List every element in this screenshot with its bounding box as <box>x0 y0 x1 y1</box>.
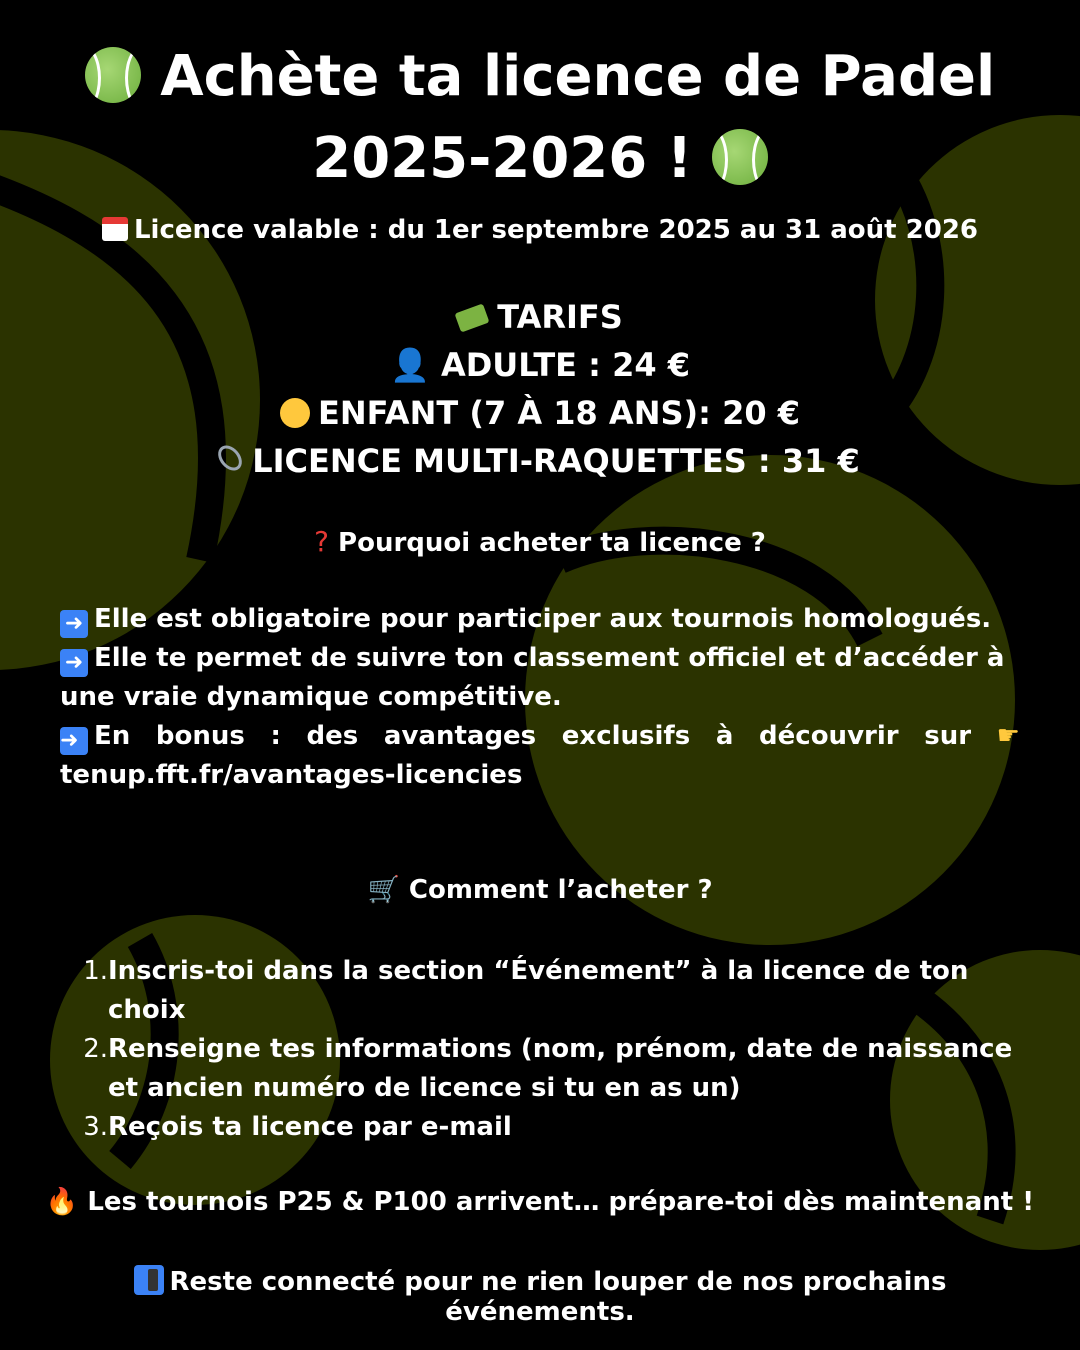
tarif-multi-text: LICENCE MULTI-RAQUETTES : 31 € <box>252 442 860 480</box>
stay-connected-text: Reste connecté pour ne rien louper de nos prochains événements. <box>169 1267 947 1327</box>
step-text: Renseigne tes informations (nom, prénom, date de naissance et ancien numéro de licence si tu en as un) <box>108 1034 1013 1103</box>
reason-text: En bonus : des avantages exclusifs à découvrir sur <box>94 721 972 751</box>
person-icon: 👤 <box>389 346 430 384</box>
cart-icon: 🛒 <box>367 875 400 905</box>
fire-icon: 🔥 <box>45 1187 79 1217</box>
licence-validity <box>40 215 1040 245</box>
page-title <box>40 36 1040 200</box>
question-mark-icon: ? <box>314 525 329 558</box>
reason-item <box>60 717 1020 795</box>
avantages-link[interactable]: tenup.fft.fr/avantages-licencies <box>60 760 523 790</box>
step-number: 2. <box>83 1034 108 1064</box>
arrow-right-icon: ➜ <box>60 610 88 638</box>
child-icon <box>280 398 310 428</box>
title-line-1: Achète ta licence de Padel <box>160 44 996 109</box>
why-heading <box>40 525 1040 558</box>
calendar-icon <box>102 217 128 241</box>
pointing-hand-icon: ☛ <box>996 721 1020 751</box>
how-heading-text: Comment l’acheter ? <box>408 875 713 905</box>
steps-list <box>60 952 1020 1147</box>
reason-text: Elle te permet de suivre ton classement officiel et d’accéder à une vraie dynamique compétitive. <box>60 643 1005 712</box>
tarifs-heading <box>40 293 1040 341</box>
reasons-list <box>60 600 1020 795</box>
arrow-right-icon: ➜ <box>60 649 88 677</box>
money-icon <box>455 303 490 332</box>
validity-text: Licence valable : du 1er septembre 2025 au 31 août 2026 <box>133 215 979 245</box>
tennis-ball-icon <box>712 129 768 185</box>
title-line-2: 2025-2026 ! <box>312 126 693 191</box>
step-item <box>60 952 1020 1030</box>
why-heading-text: Pourquoi acheter ta licence ? <box>338 528 766 558</box>
tarif-multi <box>40 437 1040 485</box>
reason-item <box>60 639 1020 717</box>
tournaments-text: Les tournois P25 & P100 arrivent… prépare-toi dès maintenant ! <box>87 1187 1035 1217</box>
step-text: Inscris-toi dans la section “Événement” à la licence de ton choix <box>108 956 969 1025</box>
tarif-adult <box>40 341 1040 389</box>
tarif-child <box>40 389 1040 437</box>
step-text: Reçois ta licence par e-mail <box>108 1112 512 1142</box>
tarifs-heading-text: TARIFS <box>497 298 623 336</box>
reason-item <box>60 600 1020 639</box>
stay-connected <box>40 1265 1040 1327</box>
reason-text: Elle est obligatoire pour participer aux tournois homologués. <box>94 604 992 634</box>
step-item <box>60 1108 1020 1147</box>
tennis-ball-icon <box>85 47 141 103</box>
step-item <box>60 1030 1020 1108</box>
racket-icon <box>214 441 247 475</box>
tournaments-announcement <box>40 1187 1040 1217</box>
tarif-child-text: ENFANT (7 À 18 ANS): 20 € <box>317 394 801 432</box>
step-number: 3. <box>83 1112 108 1142</box>
arrow-right-icon: ➜ <box>60 727 88 755</box>
how-heading <box>40 875 1040 905</box>
tarif-adult-text: ADULTE : 24 € <box>440 346 691 384</box>
step-number: 1. <box>83 956 108 986</box>
tarifs-section <box>40 293 1040 485</box>
phone-arrow-icon <box>134 1265 164 1295</box>
